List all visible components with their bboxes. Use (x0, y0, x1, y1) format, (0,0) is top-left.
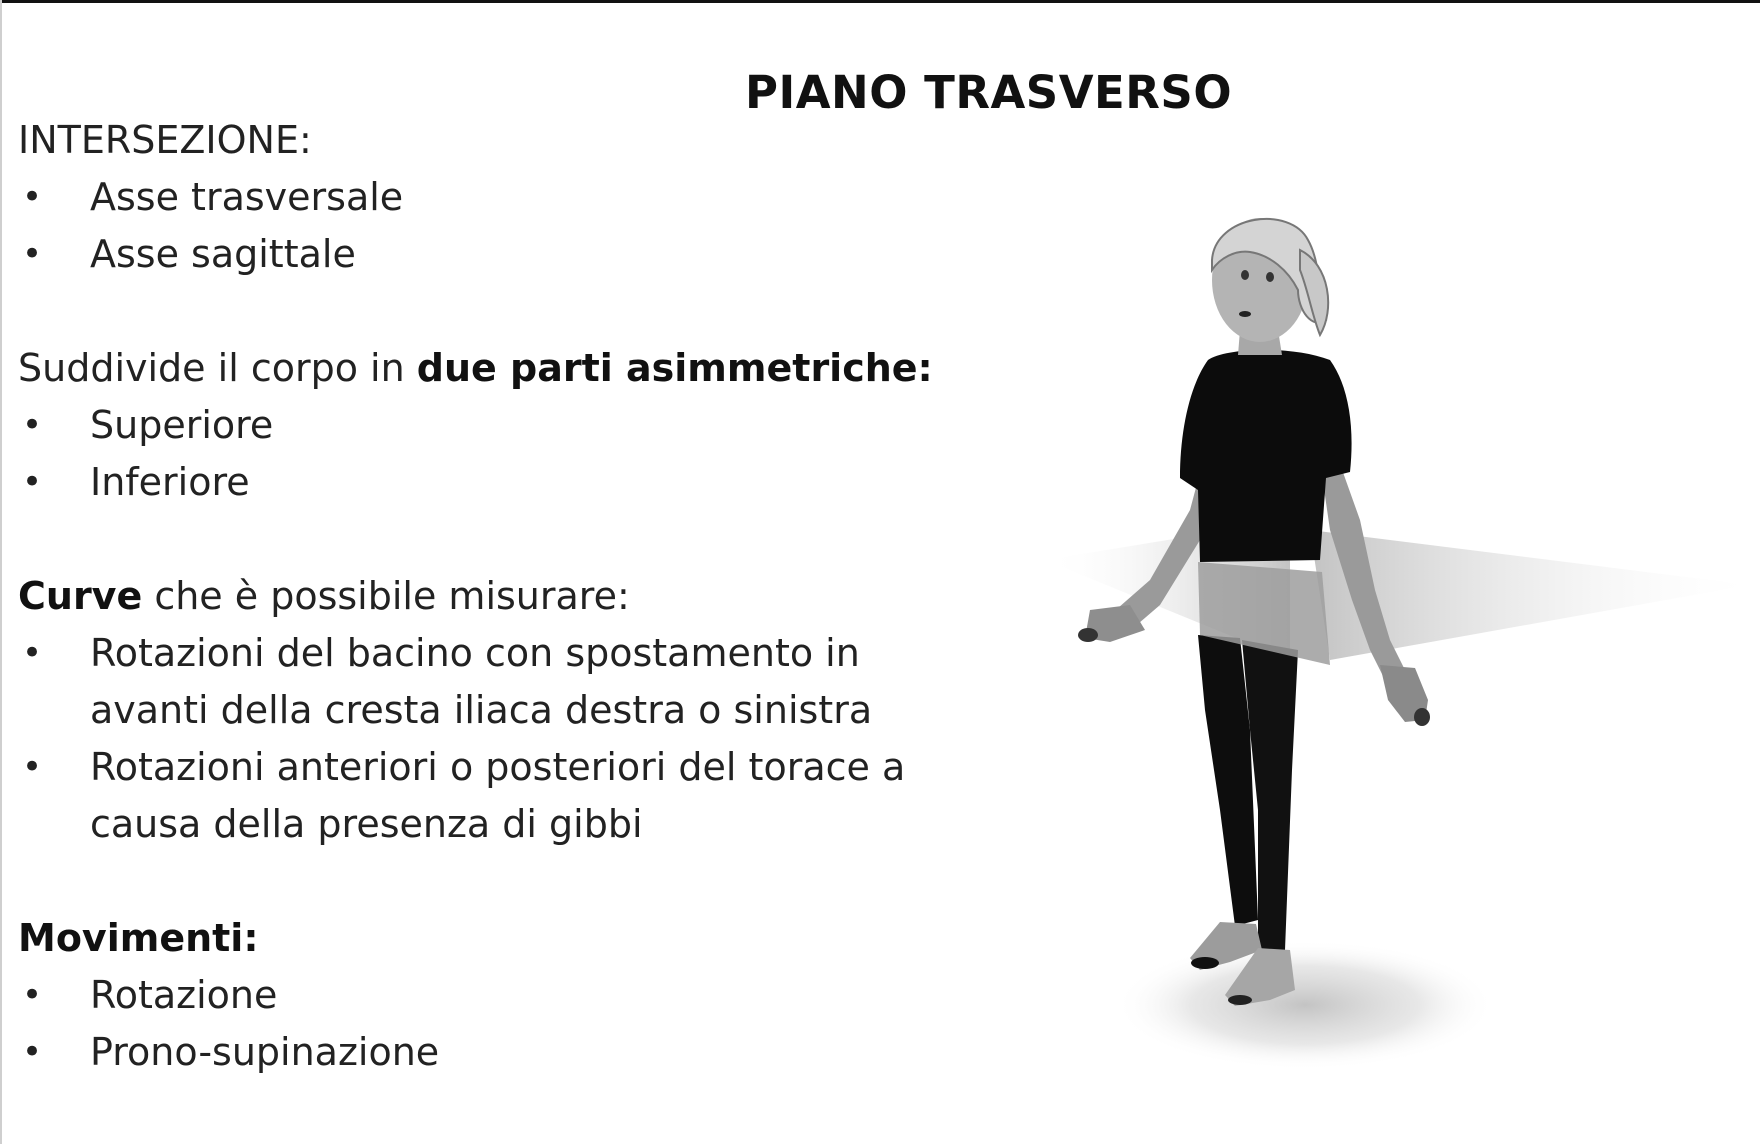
spacer (18, 853, 978, 910)
list-item-continuation: causa della presenza di gibbi (90, 802, 643, 846)
standing-figure-transverse-plane-icon (1030, 210, 1760, 1110)
intersection-heading: INTERSEZIONE: (18, 118, 312, 162)
list-item: • Inferiore (18, 454, 978, 511)
movements-heading: Movimenti: (18, 916, 259, 960)
text-column (18, 112, 978, 1081)
spacer (18, 511, 978, 568)
list-item: • Superiore (18, 397, 978, 454)
list-item: • Asse trasversale (18, 169, 978, 226)
list-item: • Asse sagittale (18, 226, 978, 283)
spacer (18, 283, 978, 340)
division-prefix: Suddivide il corpo in (18, 346, 417, 390)
page-title: PIANO TRASVERSO (745, 66, 1233, 119)
top-border (0, 0, 1760, 3)
curves-heading (18, 568, 978, 625)
list-item-continuation: avanti della cresta iliaca destra o sinistra (90, 688, 873, 732)
curves-bold: Curve (18, 574, 143, 618)
division-bold: due parti asimmetriche: (416, 346, 933, 390)
division-heading (18, 340, 978, 397)
list-item: • Rotazione (18, 967, 978, 1024)
list-item: • Prono-supinazione (18, 1024, 978, 1081)
list-item: • Rotazioni anteriori o posteriori del torace a (18, 739, 978, 796)
curves-rest: che è possibile misurare: (142, 574, 630, 618)
left-border (0, 0, 2, 1144)
list-item: • Rotazioni del bacino con spostamento in (18, 625, 978, 682)
